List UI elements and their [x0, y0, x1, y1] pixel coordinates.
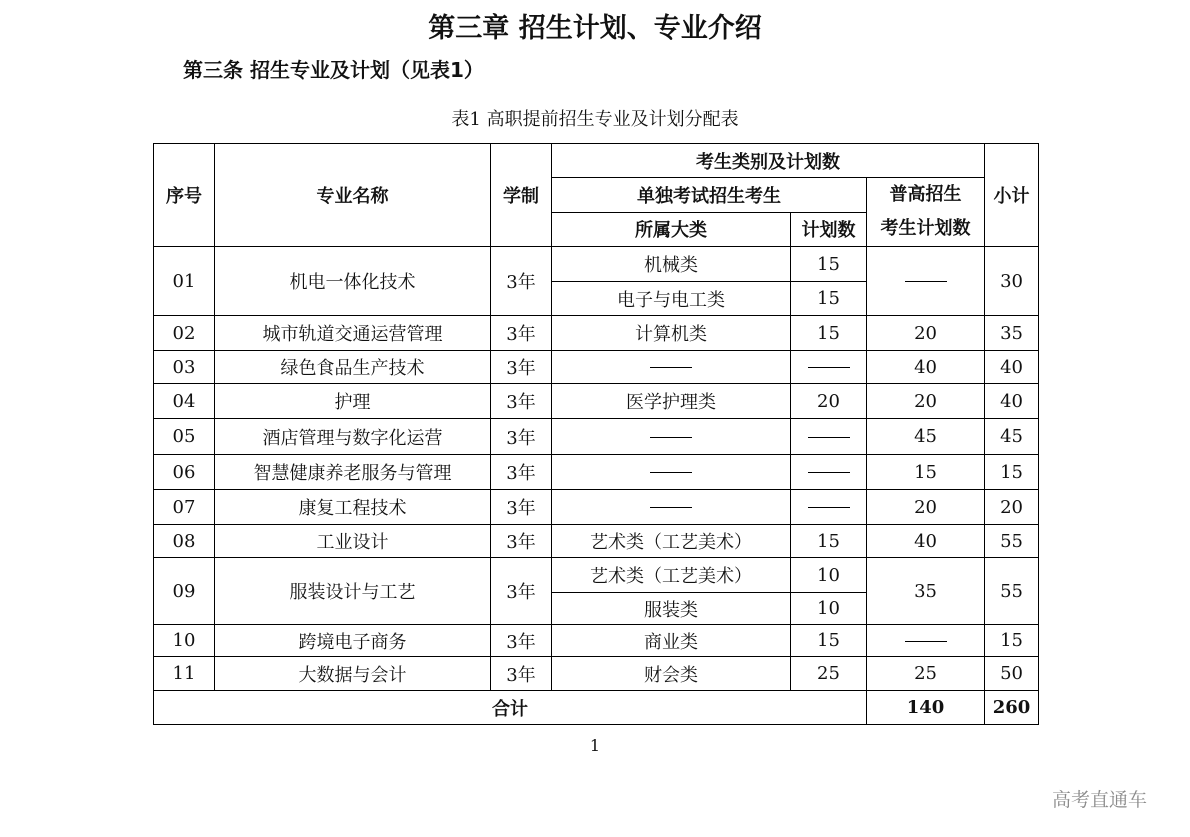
cell-seq: 09	[154, 558, 215, 625]
table-row	[154, 558, 1039, 593]
cell-seq: 06	[154, 455, 215, 490]
cell-major: 康复工程技术	[215, 490, 491, 525]
cell-regular: 40	[867, 351, 985, 384]
total-row	[154, 691, 1039, 725]
cell-duration: 3年	[491, 351, 552, 384]
cell-subtotal: 30	[985, 247, 1039, 316]
cell-plan-count: 20	[791, 384, 867, 419]
cell-plan-count	[791, 490, 867, 525]
cell-category: 艺术类（工艺美术）	[552, 525, 791, 558]
cell-category: 计算机类	[552, 316, 791, 351]
cell-category	[552, 455, 791, 490]
cell-seq: 01	[154, 247, 215, 316]
watermark-text: 高考直通车	[1052, 789, 1148, 811]
cell-category	[552, 351, 791, 384]
cell-subtotal: 55	[985, 525, 1039, 558]
dash-mark	[808, 507, 850, 508]
cell-plan-count: 10	[791, 558, 867, 593]
cell-duration: 3年	[491, 384, 552, 419]
table-row	[154, 384, 1039, 419]
total-plan-count: 140	[867, 691, 985, 725]
cell-category: 艺术类（工艺美术）	[552, 558, 791, 593]
table-row	[154, 316, 1039, 351]
cell-major: 工业设计	[215, 525, 491, 558]
cell-regular: 35	[867, 558, 985, 625]
header-regular-line1: 普高招生	[889, 184, 962, 205]
table-row	[154, 455, 1039, 490]
total-regular: 260	[985, 691, 1039, 725]
table-row	[154, 657, 1039, 691]
header-category: 所属大类	[552, 212, 791, 247]
cell-category: 商业类	[552, 625, 791, 657]
cell-plan-count	[791, 351, 867, 384]
cell-duration: 3年	[491, 525, 552, 558]
cell-plan-count: 25	[791, 657, 867, 691]
total-label: 合计	[154, 691, 867, 725]
chapter-title: 第三章 招生计划、专业介绍	[428, 13, 762, 44]
cell-seq: 07	[154, 490, 215, 525]
cell-plan-count: 15	[791, 625, 867, 657]
cell-seq: 11	[154, 657, 215, 691]
dash-mark	[905, 281, 947, 282]
cell-regular: 45	[867, 419, 985, 455]
cell-regular: 20	[867, 490, 985, 525]
cell-seq: 03	[154, 351, 215, 384]
cell-duration: 3年	[491, 625, 552, 657]
cell-plan-count: 15	[791, 282, 867, 316]
table-row	[154, 351, 1039, 384]
cell-major: 服装设计与工艺	[215, 558, 491, 625]
cell-major: 绿色食品生产技术	[215, 351, 491, 384]
cell-regular: 20	[867, 316, 985, 351]
header-duration: 学制	[491, 144, 552, 247]
cell-major: 酒店管理与数字化运营	[215, 419, 491, 455]
cell-subtotal: 15	[985, 455, 1039, 490]
cell-major: 大数据与会计	[215, 657, 491, 691]
header-single-exam: 单独考试招生考生	[552, 178, 867, 213]
header-major: 专业名称	[215, 144, 491, 247]
dash-mark	[650, 437, 692, 438]
cell-seq: 04	[154, 384, 215, 419]
cell-seq: 05	[154, 419, 215, 455]
cell-category: 电子与电工类	[552, 282, 791, 316]
dash-mark	[650, 367, 692, 368]
cell-subtotal: 50	[985, 657, 1039, 691]
dash-mark	[650, 472, 692, 473]
cell-duration: 3年	[491, 490, 552, 525]
cell-seq: 10	[154, 625, 215, 657]
table-caption: 表1 高职提前招生专业及计划分配表	[451, 109, 739, 130]
cell-subtotal: 55	[985, 558, 1039, 625]
cell-category	[552, 490, 791, 525]
table-row	[154, 490, 1039, 525]
cell-plan-count	[791, 419, 867, 455]
cell-seq: 02	[154, 316, 215, 351]
table-row	[154, 525, 1039, 558]
cell-seq: 08	[154, 525, 215, 558]
cell-plan-count: 15	[791, 247, 867, 282]
dash-mark	[808, 367, 850, 368]
cell-subtotal: 35	[985, 316, 1039, 351]
cell-duration: 3年	[491, 247, 552, 316]
cell-category: 服装类	[552, 593, 791, 625]
cell-duration: 3年	[491, 316, 552, 351]
cell-regular	[867, 247, 985, 316]
cell-regular: 20	[867, 384, 985, 419]
cell-duration: 3年	[491, 558, 552, 625]
cell-duration: 3年	[491, 657, 552, 691]
cell-subtotal: 15	[985, 625, 1039, 657]
cell-category: 医学护理类	[552, 384, 791, 419]
page-number: 1	[589, 736, 601, 755]
table-row	[154, 247, 1039, 282]
cell-plan-count: 15	[791, 525, 867, 558]
dash-mark	[808, 472, 850, 473]
dash-mark	[650, 507, 692, 508]
cell-regular: 15	[867, 455, 985, 490]
cell-major: 智慧健康养老服务与管理	[215, 455, 491, 490]
article-title: 第三条 招生专业及计划（见表1）	[183, 58, 484, 82]
header-subtotal: 小计	[985, 144, 1039, 247]
cell-plan-count	[791, 455, 867, 490]
header-regular-line2: 考生计划数	[880, 218, 971, 239]
enrollment-plan-table	[153, 143, 1039, 725]
cell-subtotal: 40	[985, 384, 1039, 419]
table-row	[154, 625, 1039, 657]
cell-subtotal: 45	[985, 419, 1039, 455]
cell-duration: 3年	[491, 455, 552, 490]
cell-category: 财会类	[552, 657, 791, 691]
header-regular	[867, 178, 985, 247]
cell-major: 护理	[215, 384, 491, 419]
cell-category	[552, 419, 791, 455]
cell-plan-count: 10	[791, 593, 867, 625]
cell-regular	[867, 625, 985, 657]
header-plan-count: 计划数	[791, 212, 867, 247]
cell-subtotal: 20	[985, 490, 1039, 525]
dash-mark	[905, 641, 947, 642]
header-category-group: 考生类别及计划数	[552, 144, 985, 178]
cell-regular: 40	[867, 525, 985, 558]
cell-major: 机电一体化技术	[215, 247, 491, 316]
cell-duration: 3年	[491, 419, 552, 455]
cell-major: 城市轨道交通运营管理	[215, 316, 491, 351]
table-row	[154, 419, 1039, 455]
cell-major: 跨境电子商务	[215, 625, 491, 657]
cell-category: 机械类	[552, 247, 791, 282]
cell-regular: 25	[867, 657, 985, 691]
header-seq: 序号	[154, 144, 215, 247]
cell-plan-count: 15	[791, 316, 867, 351]
dash-mark	[808, 437, 850, 438]
cell-subtotal: 40	[985, 351, 1039, 384]
